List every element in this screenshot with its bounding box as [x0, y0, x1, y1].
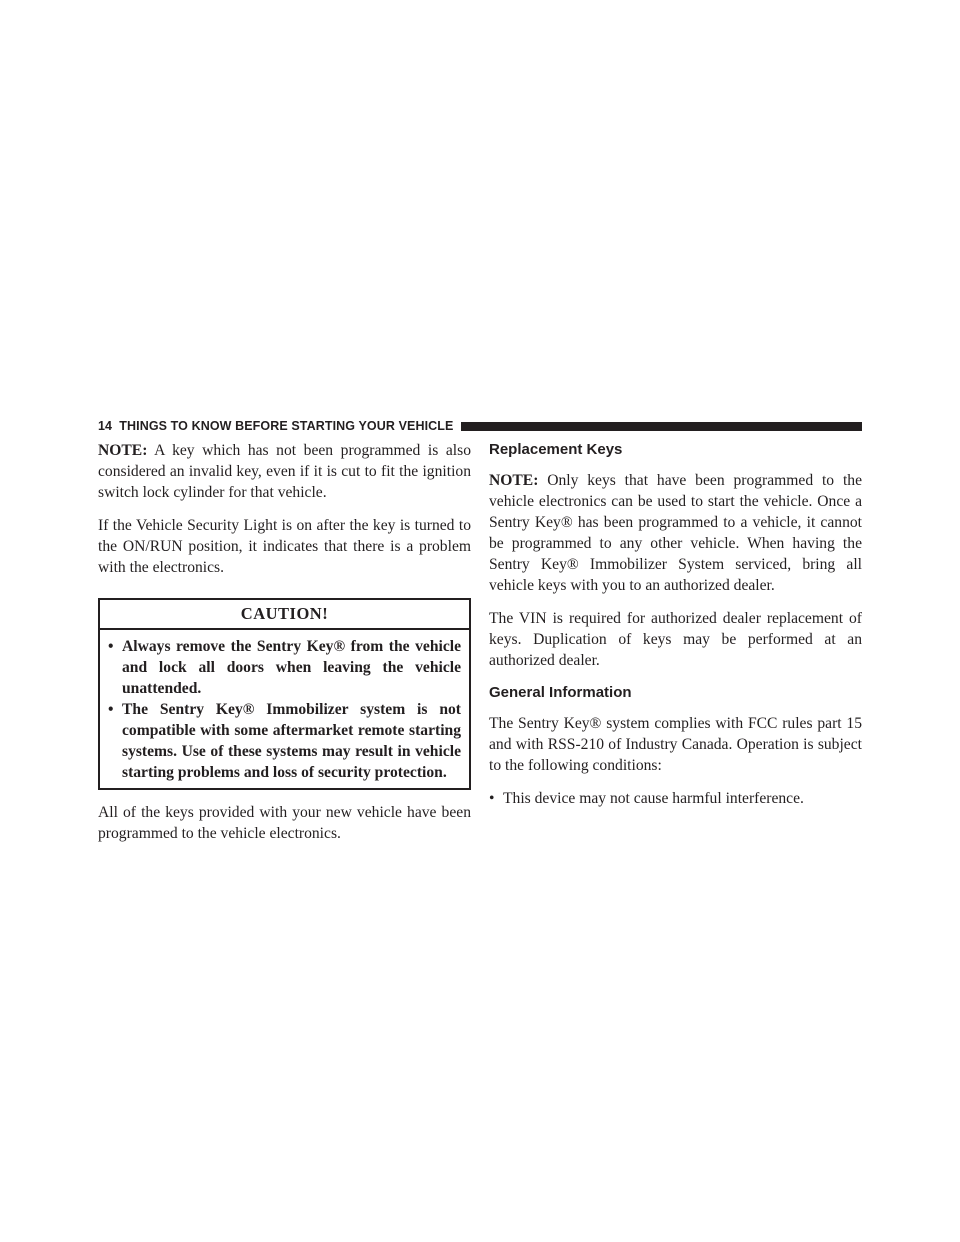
paragraph-security-light: If the Vehicle Security Light is on after the key is turned to the ON/RUN position, it indicates that there is a problem with the electronics. [98, 517, 471, 576]
caution-item-remove-key [108, 636, 461, 699]
note-text: A key which has not been programmed is also considered an invalid key, even if it is cut to fit the ignition switch lock cylinder for that vehicle. [98, 442, 471, 501]
caution-list [100, 630, 469, 788]
note-label: NOTE: [98, 442, 148, 459]
bullet-icon: • [108, 638, 114, 655]
left-column [98, 440, 471, 856]
conditions-list [489, 788, 862, 809]
page-header-text [98, 419, 453, 433]
bullet-icon: • [108, 701, 114, 718]
list-item-text: This device may not cause harmful interference. [503, 790, 804, 807]
page-number: 14 [98, 419, 113, 433]
header-rule [461, 422, 862, 431]
caution-item-aftermarket [108, 699, 461, 783]
right-column [489, 440, 862, 809]
paragraph-fcc: The Sentry Key® system complies with FCC rules part 15 and with RSS-210 of Industry Canada. Operation is subject to the following conditions: [489, 715, 862, 774]
caution-title: CAUTION! [100, 600, 469, 630]
section-title: THINGS TO KNOW BEFORE STARTING YOUR VEHICLE [119, 419, 454, 433]
heading-general-information: General Information [489, 684, 632, 701]
bullet-icon: • [489, 790, 495, 807]
note-label: NOTE: [489, 472, 539, 489]
caution-item-text: The Sentry Key® Immobilizer system is not compatible with some aftermarket remote starting systems. Use of these systems may result in vehicle starting problems and loss of security protection. [122, 701, 461, 781]
list-item [489, 788, 862, 809]
page-header [98, 419, 862, 433]
caution-item-text: Always remove the Sentry Key® from the vehicle and lock all doors when leaving the vehicle unattended. [122, 638, 461, 697]
paragraph-vin: The VIN is required for authorized dealer replacement of keys. Duplication of keys may be performed at an authorized dealer. [489, 610, 862, 669]
note-paragraph-invalid-key [98, 440, 471, 503]
paragraph-keys-programmed: All of the keys provided with your new vehicle have been programmed to the vehicle electronics. [98, 804, 471, 842]
heading-replacement-keys: Replacement Keys [489, 441, 623, 458]
note-paragraph-programmed-keys [489, 470, 862, 596]
note-text: Only keys that have been programmed to the vehicle electronics can be used to start the vehicle. Once a Sentry Key® has been programmed to a vehicle, it cannot be programmed to any other vehicle. When having the Sentry Key® Immobilizer System serviced, bring all vehicle keys with you to an authorized dealer. [489, 472, 862, 594]
caution-box [98, 598, 471, 790]
